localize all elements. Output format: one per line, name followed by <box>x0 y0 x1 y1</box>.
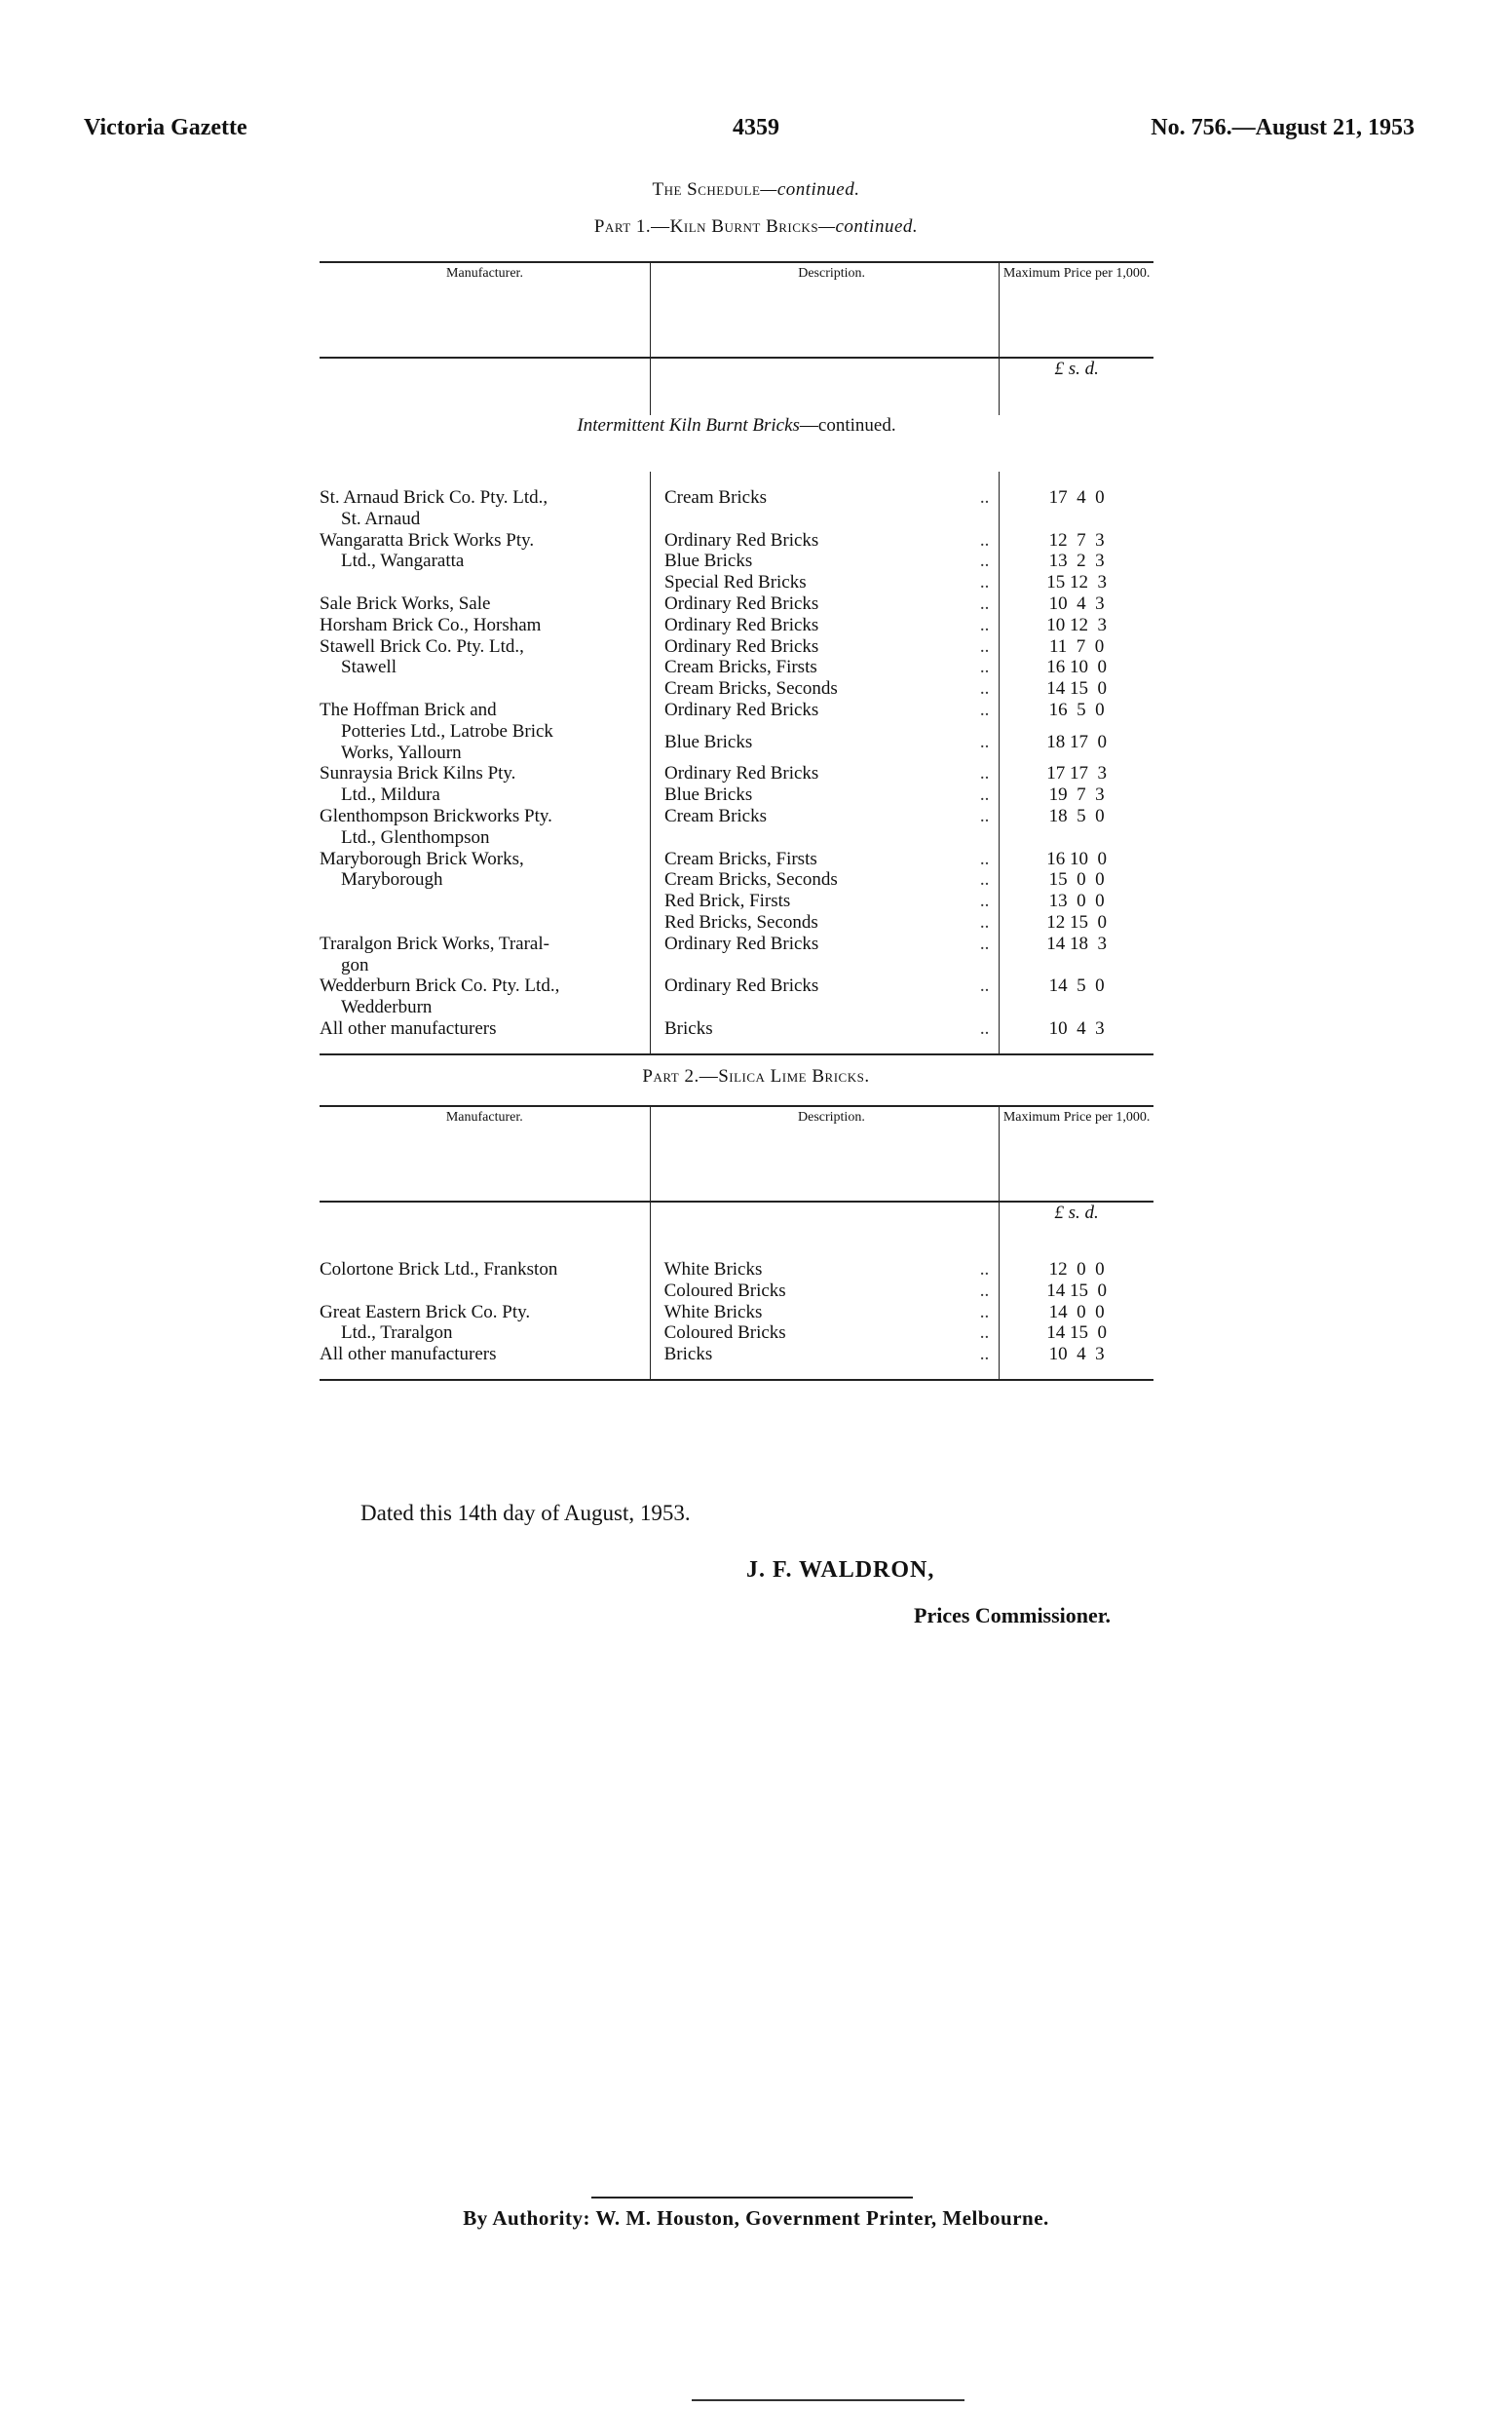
description-cell <box>651 891 1000 912</box>
leader-dots: .. <box>979 529 990 551</box>
description-cell <box>651 572 1000 593</box>
part2-caption <box>0 1066 1512 1088</box>
part1-caption <box>0 216 1512 238</box>
description-text: Cream Bricks <box>664 805 768 826</box>
description-text: Ordinary Red Bricks <box>664 975 819 997</box>
price-cell: 15 12 3 <box>1046 572 1108 593</box>
table-row <box>320 530 1153 552</box>
description-cell <box>651 700 1000 732</box>
manufacturer-line: Traralgon Brick Works, Traral- <box>320 933 549 954</box>
leader-dots: .. <box>979 593 990 614</box>
description-cell <box>651 784 1000 806</box>
manufacturer-line: Stawell <box>341 657 397 678</box>
description-cell <box>651 912 1000 934</box>
price-cell: 13 2 3 <box>1048 551 1105 572</box>
price-cell: 10 12 3 <box>1046 614 1108 635</box>
part1-header-price: Maximum Price per 1,000. <box>1000 262 1153 358</box>
part1-body <box>320 415 1153 1054</box>
description-cell <box>650 1322 1000 1344</box>
table-row <box>320 934 1153 976</box>
manufacturer-line: Colortone Brick Ltd., Frankston <box>320 1259 558 1280</box>
manufacturer-line: Works, Yallourn <box>341 742 462 763</box>
signatory-name: J. F. WALDRON, <box>746 1557 935 1583</box>
table-row <box>320 1344 1153 1365</box>
description-text: Ordinary Red Bricks <box>664 614 819 635</box>
description-text: Ordinary Red Bricks <box>664 635 819 657</box>
leader-dots: .. <box>979 1301 990 1322</box>
part2-table <box>320 1105 1153 1381</box>
leader-dots: .. <box>979 911 990 933</box>
manufacturer-cell <box>320 1259 650 1302</box>
schedule-caption-prefix: The Schedule <box>652 179 761 200</box>
leader-dots: .. <box>979 657 990 678</box>
manufacturer-cell <box>320 700 651 763</box>
manufacturer-line: Ltd., Mildura <box>341 784 440 806</box>
part1-subheading-suffix: —continued. <box>799 415 896 436</box>
leader-dots: .. <box>979 572 990 593</box>
table-row <box>320 763 1153 784</box>
leader-dots: .. <box>979 784 990 806</box>
description-text: Ordinary Red Bricks <box>664 593 819 614</box>
price-cell: 18 17 0 <box>1046 731 1108 752</box>
leader-dots: .. <box>979 848 990 869</box>
price-cell: 15 0 0 <box>1048 869 1105 891</box>
description-text: Cream Bricks, Firsts <box>664 848 817 869</box>
description-cell <box>651 678 1000 700</box>
manufacturer-cell <box>320 487 651 530</box>
manufacturer-cell <box>320 636 651 700</box>
price-cell: 12 0 0 <box>1048 1259 1105 1280</box>
description-text: Cream Bricks <box>664 487 768 508</box>
manufacturer-line: Maryborough <box>341 869 443 891</box>
leader-dots: .. <box>979 1259 990 1280</box>
leader-dots: .. <box>979 805 990 826</box>
price-cell: 10 4 3 <box>1048 1344 1105 1365</box>
leader-dots: .. <box>979 869 990 891</box>
manufacturer-line: Sunraysia Brick Kilns Pty. <box>320 763 516 784</box>
leader-dots: .. <box>979 551 990 572</box>
price-cell: 19 7 3 <box>1048 784 1105 806</box>
manufacturer-line: Ltd., Glenthompson <box>341 826 490 848</box>
manufacturer-line: Wedderburn <box>341 997 433 1018</box>
leader-dots: .. <box>979 635 990 657</box>
description-cell <box>650 1344 1000 1365</box>
leader-dots: .. <box>979 487 990 508</box>
part1-table <box>320 261 1153 1055</box>
description-text: Blue Bricks <box>664 731 753 752</box>
manufacturer-cell <box>320 849 651 934</box>
description-text: Cream Bricks, Firsts <box>664 657 817 678</box>
manufacturer-cell <box>320 593 651 615</box>
price-cell: 14 0 0 <box>1048 1301 1105 1322</box>
description-text: Special Red Bricks <box>664 572 807 593</box>
table-row <box>320 593 1153 615</box>
price-cell: 17 4 0 <box>1048 487 1105 508</box>
part2-caption-text: Part 2.—Silica Lime Bricks. <box>642 1066 870 1087</box>
description-cell <box>651 869 1000 891</box>
manufacturer-line: The Hoffman Brick and <box>320 699 497 720</box>
manufacturer-line: Potteries Ltd., Latrobe Brick <box>341 720 553 742</box>
description-text: Bricks <box>663 1344 713 1365</box>
table-row <box>320 1018 1153 1040</box>
table-row <box>320 1302 1153 1323</box>
description-cell <box>651 763 1000 784</box>
price-cell: 11 7 0 <box>1049 635 1105 657</box>
description-cell <box>651 934 1000 976</box>
description-text: Bricks <box>664 1017 713 1039</box>
part1-header-manufacturer: Manufacturer. <box>320 262 651 358</box>
manufacturer-line: Maryborough Brick Works, <box>320 848 524 869</box>
part1-subheading-text: Intermittent Kiln Burnt Bricks <box>577 415 800 436</box>
gazette-title: Victoria Gazette <box>84 115 247 140</box>
price-cell: 17 17 3 <box>1046 763 1108 784</box>
price-cell: 14 18 3 <box>1046 933 1108 954</box>
manufacturer-cell <box>320 763 651 806</box>
description-cell <box>651 975 1000 1018</box>
manufacturer-line: Horsham Brick Co., Horsham <box>320 614 542 635</box>
table-row <box>320 806 1153 849</box>
price-cell: 16 5 0 <box>1048 699 1105 720</box>
manufacturer-line: Stawell Brick Co. Pty. Ltd., <box>320 635 524 657</box>
price-cell: 14 15 0 <box>1046 678 1108 700</box>
leader-dots: .. <box>979 1344 990 1365</box>
price-cell: 14 15 0 <box>1046 1322 1107 1344</box>
description-text: Cream Bricks, Seconds <box>664 869 838 891</box>
manufacturer-line: All other manufacturers <box>320 1344 497 1365</box>
price-cell: 10 4 3 <box>1048 593 1105 614</box>
table-row <box>320 849 1153 870</box>
part2-body <box>320 1259 1153 1380</box>
signatory-title: Prices Commissioner. <box>914 1603 1112 1627</box>
leader-dots: .. <box>979 731 990 752</box>
authority-rule <box>591 2197 913 2199</box>
description-text: White Bricks <box>663 1259 763 1280</box>
description-cell <box>651 487 1000 530</box>
manufacturer-cell <box>320 530 651 593</box>
description-text: Coloured Bricks <box>663 1280 786 1301</box>
leader-dots: .. <box>979 1322 990 1344</box>
description-cell <box>650 1259 1000 1281</box>
table-row <box>320 615 1153 636</box>
leader-dots: .. <box>979 891 990 912</box>
table-row <box>320 487 1153 530</box>
description-cell <box>651 636 1000 658</box>
description-cell <box>650 1281 1000 1302</box>
manufacturer-line: All other manufacturers <box>320 1017 497 1039</box>
description-cell <box>650 1302 1000 1323</box>
part1-caption-prefix: Part 1.—Kiln Burnt Bricks <box>593 216 819 237</box>
manufacturer-line: Wedderburn Brick Co. Pty. Ltd., <box>320 975 560 997</box>
price-cell: 10 4 3 <box>1048 1017 1105 1039</box>
manufacturer-line: Glenthompson Brickworks Pty. <box>320 805 552 826</box>
part2-header-description: Description. <box>650 1106 1000 1202</box>
part1-caption-suffix: —continued. <box>818 216 919 237</box>
price-cell: 13 0 0 <box>1048 891 1105 912</box>
description-text: Ordinary Red Bricks <box>664 699 819 720</box>
manufacturer-line: Sale Brick Works, Sale <box>320 593 491 614</box>
table-row <box>320 975 1153 1018</box>
manufacturer-line: Wangaratta Brick Works Pty. <box>320 529 535 551</box>
leader-dots: .. <box>979 678 990 700</box>
description-text: Coloured Bricks <box>663 1322 786 1344</box>
description-text: Ordinary Red Bricks <box>664 529 819 551</box>
description-text: Red Bricks, Seconds <box>664 911 818 933</box>
description-cell <box>651 732 1000 764</box>
manufacturer-cell <box>320 1018 651 1040</box>
leader-dots: .. <box>979 614 990 635</box>
page-number: 4359 <box>733 115 779 140</box>
description-text: Blue Bricks <box>664 784 753 806</box>
manufacturer-line: Ltd., Wangaratta <box>341 551 465 572</box>
manufacturer-cell <box>320 1344 650 1365</box>
table-row <box>320 700 1153 732</box>
description-text: White Bricks <box>663 1301 763 1322</box>
manufacturer-line: St. Arnaud <box>341 508 421 529</box>
leader-dots: .. <box>979 699 990 720</box>
description-cell <box>651 551 1000 572</box>
schedule-caption-suffix: —continued. <box>760 179 860 200</box>
part1-subheading <box>320 415 1153 472</box>
price-cell: 12 15 0 <box>1046 911 1108 933</box>
part2-header-price: Maximum Price per 1,000. <box>1000 1106 1153 1202</box>
manufacturer-cell <box>320 615 651 636</box>
part2-header-manufacturer: Manufacturer. <box>320 1106 650 1202</box>
leader-dots: .. <box>979 1280 990 1301</box>
price-cell: 14 15 0 <box>1046 1280 1107 1301</box>
manufacturer-line: Ltd., Traralgon <box>341 1322 453 1344</box>
description-text: Ordinary Red Bricks <box>664 933 819 954</box>
manufacturer-line: St. Arnaud Brick Co. Pty. Ltd., <box>320 487 548 508</box>
price-cell: 16 10 0 <box>1046 848 1108 869</box>
description-cell <box>651 1018 1000 1040</box>
manufacturer-line: gon <box>341 954 369 975</box>
dated-line: Dated this 14th day of August, 1953. <box>360 1501 691 1525</box>
description-cell <box>651 806 1000 849</box>
manufacturer-line: Great Eastern Brick Co. Pty. <box>320 1301 531 1322</box>
table-row <box>320 636 1153 658</box>
part1-units: £ s. d. <box>1054 359 1099 379</box>
price-cell: 12 7 3 <box>1048 529 1105 551</box>
description-cell <box>651 530 1000 552</box>
description-text: Blue Bricks <box>664 551 753 572</box>
description-text: Red Brick, Firsts <box>664 891 791 912</box>
authority-line: By Authority: W. M. Houston, Government Printer, Melbourne. <box>463 2206 1049 2230</box>
schedule-caption <box>0 179 1512 201</box>
manufacturer-cell <box>320 934 651 976</box>
price-cell: 16 10 0 <box>1046 657 1108 678</box>
description-cell <box>651 593 1000 615</box>
table-row <box>320 1259 1153 1281</box>
part1-header-description: Description. <box>651 262 1000 358</box>
description-text: Ordinary Red Bricks <box>664 763 819 784</box>
description-cell <box>651 615 1000 636</box>
description-cell <box>651 657 1000 678</box>
manufacturer-cell <box>320 1302 650 1345</box>
price-cell: 18 5 0 <box>1048 805 1105 826</box>
manufacturer-cell <box>320 975 651 1018</box>
description-cell <box>651 849 1000 870</box>
issue-date: No. 756.—August 21, 1953 <box>1151 115 1415 140</box>
footer-rule <box>692 2399 964 2401</box>
description-text: Cream Bricks, Seconds <box>664 678 838 700</box>
leader-dots: .. <box>979 763 990 784</box>
leader-dots: .. <box>979 975 990 997</box>
leader-dots: .. <box>979 933 990 954</box>
leader-dots: .. <box>979 1017 990 1039</box>
part2-units: £ s. d. <box>1054 1203 1099 1223</box>
manufacturer-cell <box>320 806 651 849</box>
price-cell: 14 5 0 <box>1048 975 1105 997</box>
